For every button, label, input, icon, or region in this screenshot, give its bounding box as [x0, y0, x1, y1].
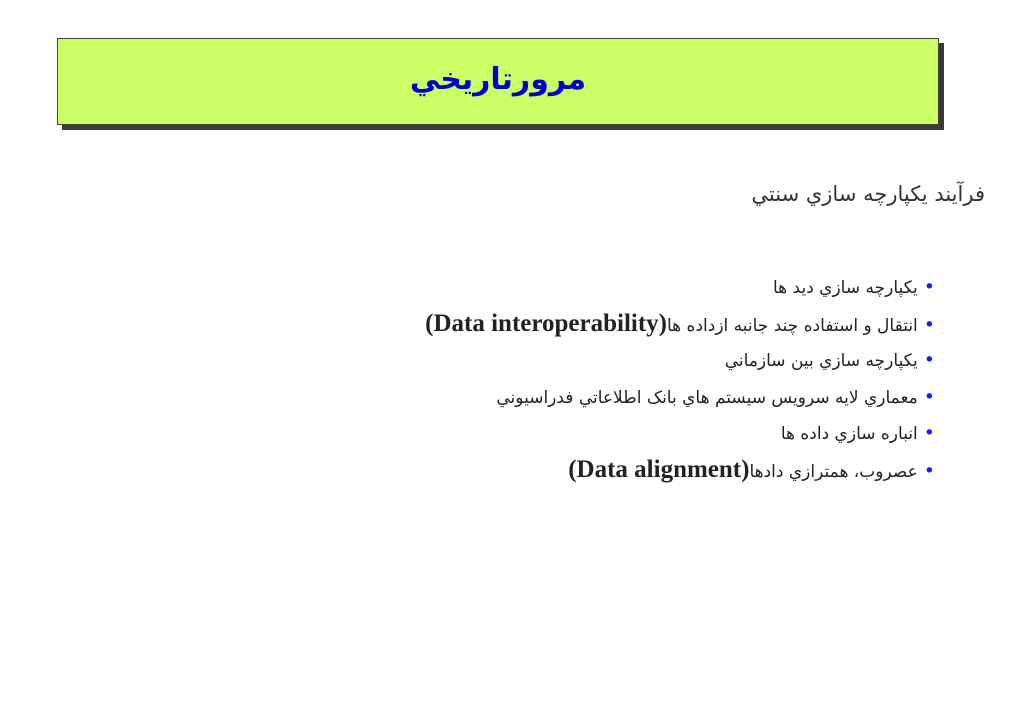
slide-title: مرورتاريخي	[409, 61, 587, 97]
list-item	[425, 379, 935, 416]
bullet-icon: •	[923, 385, 935, 408]
bullet-text: معماري لايه سرويس سيستم هاي بانک اطلاعاتي فدراسيوني	[496, 387, 918, 408]
bullet-text: يکپارچه سازي ديد ها	[772, 278, 918, 298]
bullet-icon: •	[923, 349, 935, 371]
bullet-list	[425, 269, 935, 488]
bullet-icon: •	[923, 422, 935, 444]
title-banner	[57, 38, 939, 125]
bullet-text: عصروب، همترازي دادها	[749, 461, 918, 482]
list-item	[425, 342, 935, 379]
bullet-text: انتقال و استفاده چند جانبه ازداده ها	[667, 315, 918, 336]
list-item	[425, 452, 935, 489]
list-item	[425, 269, 935, 306]
bullet-latin-term: (Data alignment)	[568, 455, 750, 483]
list-item	[425, 415, 935, 452]
bullet-text: يکپارچه سازي بين سازماني	[724, 351, 918, 371]
bullet-icon: •	[923, 313, 935, 336]
bullet-text: انباره سازي داده ها	[780, 424, 918, 444]
bullet-icon: •	[923, 459, 935, 482]
bullet-icon: •	[923, 276, 935, 298]
bullet-latin-term: (Data interoperability)	[425, 309, 667, 337]
slide-subtitle: فرآيند يکپارچه سازي سنتي	[751, 182, 985, 206]
list-item	[425, 306, 935, 343]
